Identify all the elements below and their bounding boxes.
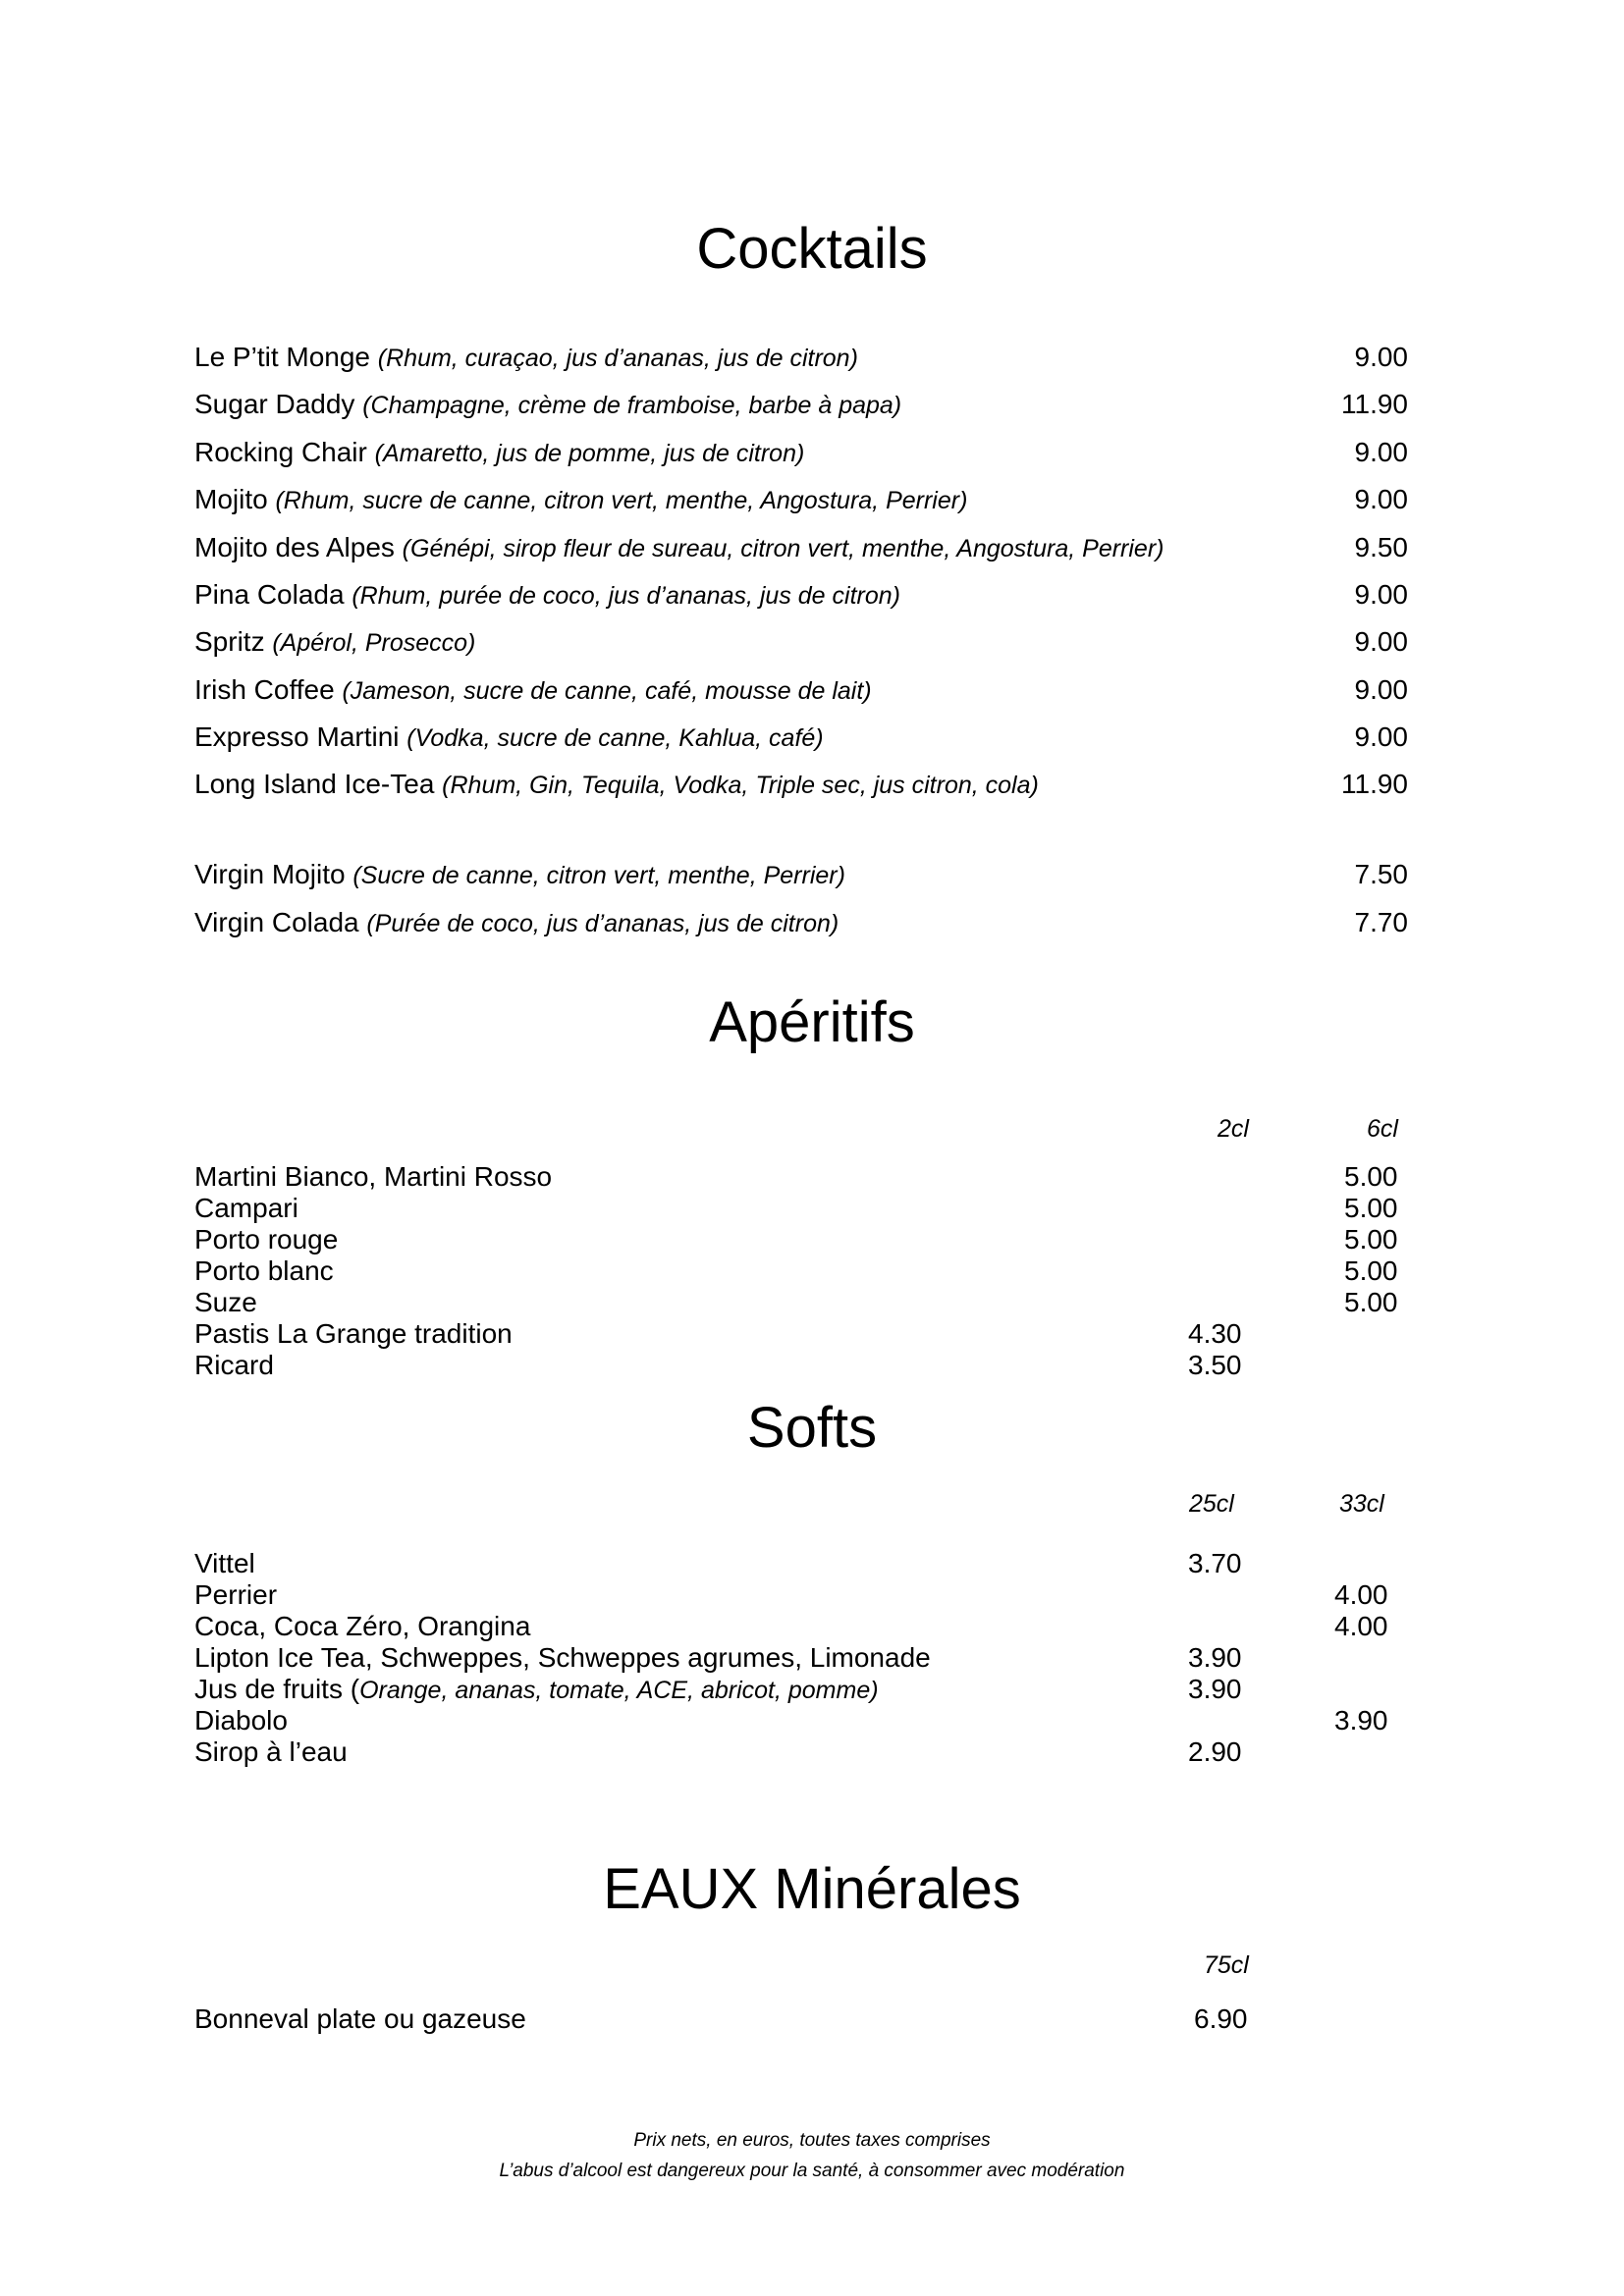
aperitif-item <box>194 1318 1412 1350</box>
soft-item <box>194 1642 1412 1674</box>
aperitifs-col-2cl: 2cl <box>1218 1115 1249 1143</box>
item-description: (Rhum, Gin, Tequila, Vodka, Triple sec, jus citron, cola) <box>442 772 1039 799</box>
item-name <box>194 1611 530 1642</box>
item-name: Martini Bianco, Martini Rosso <box>194 1161 553 1192</box>
item-name-text: Pina Colada <box>194 579 352 610</box>
soft-item <box>194 1579 1412 1611</box>
item-name-text: Mojito des Alpes <box>194 532 403 562</box>
item-name <box>194 1736 348 1768</box>
price-25cl: 2.90 <box>1188 1736 1242 1767</box>
item-price: 9.00 <box>1354 484 1408 514</box>
menu-item <box>194 342 1412 387</box>
eaux-col-75cl: 75cl <box>1204 1951 1249 1979</box>
item-name-text: Sirop à l’eau <box>194 1736 348 1767</box>
item-name-text: Jus de fruits ( <box>194 1674 360 1704</box>
menu-item <box>194 579 1412 624</box>
item-name-text: Virgin Colada <box>194 907 367 937</box>
item-name-text: Diabolo <box>194 1705 288 1735</box>
item-name <box>194 1579 277 1611</box>
item-name <box>194 437 804 468</box>
item-name <box>194 532 1164 563</box>
item-name: Porto rouge <box>194 1224 339 1255</box>
price-6cl: 5.00 <box>1344 1255 1398 1286</box>
aperitifs-col-6cl: 6cl <box>1367 1115 1398 1143</box>
item-name-text: Le P’tit Monge <box>194 342 378 372</box>
item-description: (Génépi, sirop fleur de sureau, citron vert, menthe, Angostura, Perrier) <box>402 535 1164 562</box>
price-33cl: 3.90 <box>1334 1705 1388 1735</box>
price-6cl: 5.00 <box>1344 1161 1398 1192</box>
aperitif-item <box>194 1255 1412 1287</box>
cocktails-title: Cocktails <box>696 217 928 281</box>
item-price: 9.00 <box>1354 437 1408 467</box>
price-25cl: 3.90 <box>1188 1642 1242 1673</box>
item-name <box>194 769 1039 800</box>
item-price: 9.00 <box>1354 626 1408 657</box>
item-description: (Rhum, purée de coco, jus d’ananas, jus de citron) <box>352 582 900 610</box>
menu-item <box>194 626 1412 671</box>
aperitifs-title: Apéritifs <box>709 990 915 1054</box>
menu-item <box>194 721 1412 767</box>
item-name: Ricard <box>194 1350 274 1380</box>
item-name-text: Perrier <box>194 1579 278 1610</box>
item-description: (Jameson, sucre de canne, café, mousse de lait) <box>342 677 872 705</box>
item-price: 9.50 <box>1354 532 1408 562</box>
menu-item <box>194 484 1412 529</box>
item-price: 9.00 <box>1354 579 1408 610</box>
aperitif-item <box>194 1350 1412 1381</box>
menu-item <box>194 769 1412 814</box>
item-name-text: Lipton Ice Tea, Schweppes, Schweppes agrumes, Limonade <box>194 1642 931 1673</box>
item-name-text: Spritz <box>194 626 273 657</box>
item-name-text: Long Island Ice-Tea <box>194 769 443 799</box>
price-6cl: 5.00 <box>1344 1224 1398 1255</box>
menu-item <box>194 437 1412 482</box>
item-price: 7.70 <box>1354 907 1408 937</box>
item-name-text: Expresso Martini <box>194 721 407 752</box>
price-6cl: 5.00 <box>1344 1287 1398 1317</box>
soft-item <box>194 1736 1412 1768</box>
item-name <box>194 342 858 373</box>
aperitif-item <box>194 1287 1412 1318</box>
item-name <box>194 1705 288 1736</box>
item-price: 7.50 <box>1354 859 1408 889</box>
item-name-text: Mojito <box>194 484 276 514</box>
item-description: (Purée de coco, jus d’ananas, jus de citron) <box>366 910 839 937</box>
menu-item <box>194 674 1412 720</box>
item-name <box>194 1548 255 1579</box>
menu-item <box>194 859 1412 904</box>
price-33cl: 4.00 <box>1334 1579 1388 1610</box>
item-name <box>194 484 967 515</box>
menu-item <box>194 389 1412 434</box>
item-description: (Vodka, sucre de canne, Kahlua, café) <box>406 724 824 752</box>
item-description: (Apérol, Prosecco) <box>272 629 476 657</box>
softs-col-33cl: 33cl <box>1339 1490 1384 1518</box>
item-description: (Champagne, crème de framboise, barbe à papa) <box>362 392 902 419</box>
item-price: 9.00 <box>1354 674 1408 705</box>
price-75cl: 6.90 <box>1194 2003 1248 2034</box>
softs-col-25cl: 25cl <box>1189 1490 1234 1518</box>
footer-line-prices: Prix nets, en euros, toutes taxes comprises <box>633 2130 991 2151</box>
price-2cl: 3.50 <box>1188 1350 1242 1380</box>
soft-item <box>194 1705 1412 1736</box>
item-name-text: Virgin Mojito <box>194 859 353 889</box>
aperitif-item <box>194 1161 1412 1193</box>
footer-line-warning: L’abus d’alcool est dangereux pour la santé, à consommer avec modération <box>499 2161 1125 2181</box>
item-name: Bonneval plate ou gazeuse <box>194 2003 526 2034</box>
price-2cl: 4.30 <box>1188 1318 1242 1349</box>
item-name-text: Irish Coffee <box>194 674 343 705</box>
item-name <box>194 859 845 890</box>
item-name: Campari <box>194 1193 298 1223</box>
item-name-text: Coca, Coca Zéro, Orangina <box>194 1611 531 1641</box>
price-6cl: 5.00 <box>1344 1193 1398 1223</box>
item-name <box>194 674 872 706</box>
price-25cl: 3.70 <box>1188 1548 1242 1578</box>
item-name-text: Vittel <box>194 1548 255 1578</box>
item-name-text: Rocking Chair <box>194 437 375 467</box>
menu-item <box>194 532 1412 577</box>
softs-title: Softs <box>746 1396 878 1460</box>
item-description: (Rhum, curaçao, jus d’ananas, jus de citron) <box>377 345 858 372</box>
item-name <box>194 579 900 611</box>
item-price: 11.90 <box>1341 769 1408 799</box>
price-25cl: 3.90 <box>1188 1674 1242 1704</box>
soft-item <box>194 1548 1412 1579</box>
soft-item <box>194 1674 1412 1705</box>
item-price: 9.00 <box>1354 342 1408 372</box>
item-name <box>194 389 901 420</box>
item-description: (Amaretto, jus de pomme, jus de citron) <box>374 440 805 467</box>
price-33cl: 4.00 <box>1334 1611 1388 1641</box>
item-name <box>194 1642 931 1674</box>
item-name: Suze <box>194 1287 257 1317</box>
item-name <box>194 721 824 753</box>
aperitif-item <box>194 1224 1412 1255</box>
item-name <box>194 1674 879 1705</box>
item-name <box>194 907 839 938</box>
eaux-title: EAUX Minérales <box>603 1857 1021 1921</box>
item-name <box>194 626 475 658</box>
water-item <box>194 2003 1412 2035</box>
item-description: Orange, ananas, tomate, ACE, abricot, pomme) <box>359 1677 879 1704</box>
item-description: (Rhum, sucre de canne, citron vert, menthe, Angostura, Perrier) <box>275 487 968 514</box>
item-price: 11.90 <box>1341 389 1408 419</box>
soft-item <box>194 1611 1412 1642</box>
item-name: Pastis La Grange tradition <box>194 1318 513 1349</box>
item-description: (Sucre de canne, citron vert, menthe, Perrier) <box>352 862 845 889</box>
item-name: Porto blanc <box>194 1255 334 1286</box>
aperitif-item <box>194 1193 1412 1224</box>
menu-item <box>194 907 1412 952</box>
item-price: 9.00 <box>1354 721 1408 752</box>
item-name-text: Sugar Daddy <box>194 389 363 419</box>
